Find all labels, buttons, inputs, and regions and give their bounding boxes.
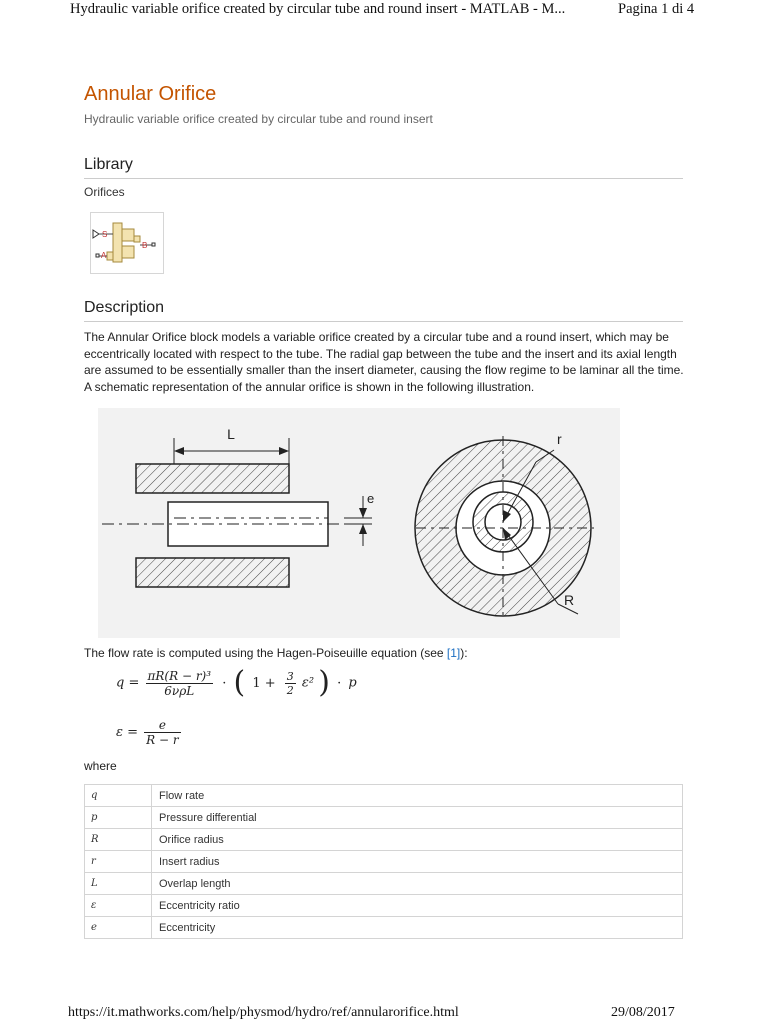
eq1-times-1: · [222, 675, 227, 691]
print-date: 29/08/2017 [611, 1005, 675, 1020]
table-row [85, 917, 683, 939]
where-text: where [84, 759, 117, 773]
print-url: https://it.mathworks.com/help/physmod/hydro/ref/annularorifice.html [68, 1005, 459, 1020]
variable-symbol: e [85, 917, 152, 939]
schematic-label-r-large: R [564, 592, 575, 608]
schematic-label-e: e [367, 491, 375, 506]
table-row [85, 807, 683, 829]
eq1-inner-one: 1 + [252, 675, 276, 691]
eq1-lhs: q = [116, 675, 140, 691]
block-port-s-label: S [102, 230, 108, 239]
variable-table [84, 784, 683, 939]
eq1-fraction [146, 669, 214, 698]
variable-meaning: Flow rate [152, 785, 683, 807]
reference-link[interactable]: [1] [446, 646, 461, 660]
print-document-title: Hydraulic variable orifice created by circular tube and round insert - MATLAB - M... [70, 1, 566, 17]
description-heading: Description [84, 299, 683, 322]
library-name[interactable]: Orifices [84, 185, 125, 199]
description-text: The Annular Orifice block models a variable orifice created by a circular tube and a round insert, which may be eccentrically located with respect to the tube. The radial gap between the tube and the insert and its axial length are assumed to be essentially smaller than the insert diameter, causing the flow regime to be laminar all the time. A schematic representation of the annular orifice is shown in the following illustration. [84, 330, 684, 394]
variable-meaning: Overlap length [152, 873, 683, 895]
table-row [85, 785, 683, 807]
variable-meaning: Insert radius [152, 851, 683, 873]
schematic-label-l: L [227, 426, 235, 442]
eq1-denominator: 6νρL [164, 683, 195, 698]
eccentricity-equation [116, 718, 183, 747]
page-title: Annular Orifice [84, 83, 217, 105]
table-row [85, 829, 683, 851]
print-header [0, 0, 768, 22]
variable-symbol: r [85, 851, 152, 873]
flow-rate-text [84, 646, 468, 660]
eq2-numerator: e [144, 718, 180, 733]
eq1-numerator: πR(R − r)³ [147, 668, 212, 683]
variable-symbol: L [85, 873, 152, 895]
variable-symbol: p [85, 807, 152, 829]
block-port-a-label: A [101, 251, 107, 260]
eq1-close-paren: ) [318, 665, 330, 700]
variable-symbol: ε [85, 895, 152, 917]
eq2-denominator: R − r [146, 733, 179, 747]
table-row [85, 895, 683, 917]
eq1-inner-denominator: 2 [286, 683, 294, 697]
variable-meaning: Pressure differential [152, 807, 683, 829]
table-row [85, 851, 683, 873]
eq1-tail: p [348, 675, 357, 691]
variable-meaning: Orifice radius [152, 829, 683, 851]
hagen-poiseuille-equation [116, 665, 357, 700]
table-row [85, 873, 683, 895]
variable-meaning: Eccentricity ratio [152, 895, 683, 917]
schematic-label-r-small: r [557, 431, 562, 447]
eq1-inner-numerator: 3 [286, 669, 294, 683]
flow-text-after: ): [460, 646, 468, 660]
page-subtitle: Hydraulic variable orifice created by circular tube and round insert [84, 112, 433, 126]
variable-meaning: Eccentricity [152, 917, 683, 939]
eq2-lhs: ε = [116, 725, 139, 740]
annular-orifice-schematic [98, 408, 620, 638]
print-footer [0, 1005, 768, 1024]
eq1-times-2: · [337, 675, 342, 691]
eq1-open-paren: ( [233, 665, 246, 700]
annular-orifice-block-icon[interactable] [90, 212, 164, 274]
library-heading: Library [84, 156, 683, 179]
block-port-b-label: B [142, 241, 148, 250]
flow-text-before: The flow rate is computed using the Hagen-Poiseuille equation (see [84, 646, 447, 660]
print-page-number: Pagina 1 di 4 [618, 1, 695, 17]
eq1-inner-fraction [285, 670, 296, 697]
eq2-fraction [144, 718, 180, 747]
variable-symbol: q [85, 785, 152, 807]
eq1-inner-tail: ε² [301, 675, 315, 691]
variable-symbol: R [85, 829, 152, 851]
